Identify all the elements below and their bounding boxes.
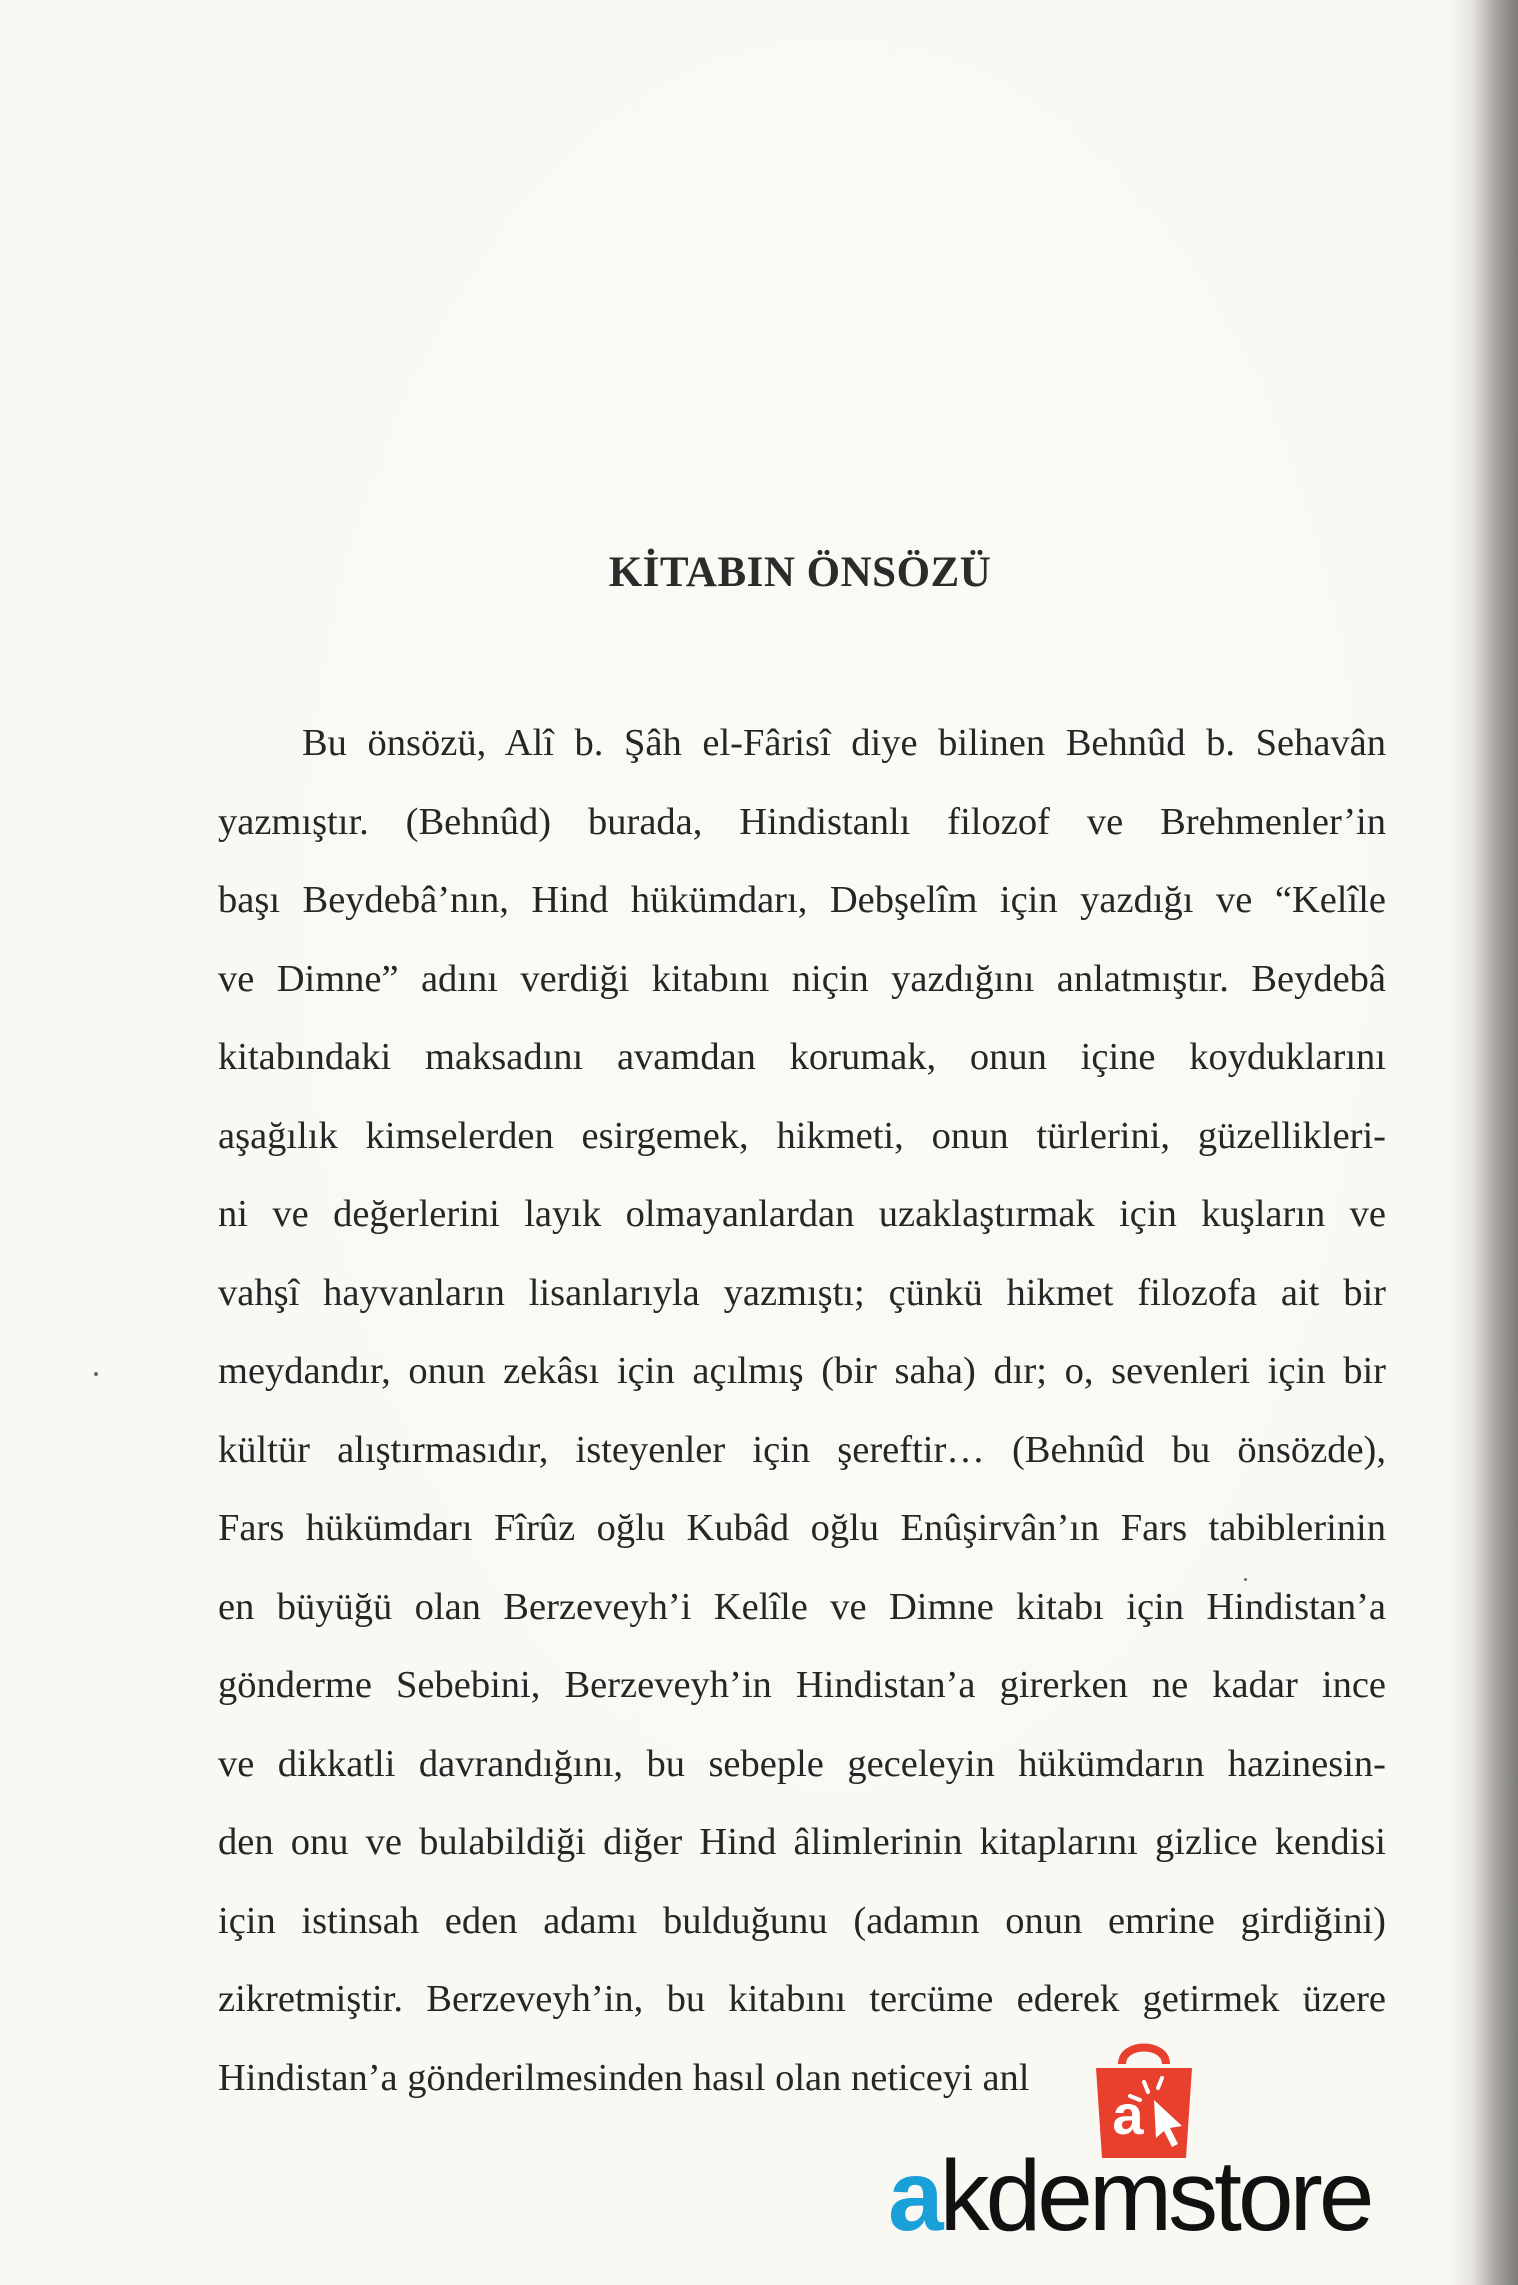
brand-rest: kdemstore xyxy=(939,2140,1371,2252)
text-line: başı Beydebâ’nın, Hind hükümdarı, Debşelîm için yazdığı ve “Kelîle xyxy=(218,879,1386,921)
akdemstore-watermark xyxy=(888,2034,1408,2252)
bag-letter: a xyxy=(1112,2083,1144,2146)
text-line: gönderme Sebebini, Berzeveyh’in Hindistan’a girerken ne kadar ince xyxy=(218,1664,1386,1706)
book-spine-shadow xyxy=(1448,0,1518,2285)
text-line: aşağılık kimselerden esirgemek, hikmeti, onun türlerini, güzellikleri- xyxy=(218,1114,1386,1157)
last-line-start: Hindistan’a gönderilmesinden hasıl olan neticeyi anl xyxy=(218,2056,1030,2099)
text-line: ni ve değerlerini layık olmayanlardan uzaklaştırmak için kuşların ve xyxy=(218,1193,1386,1235)
brand-prefix: a xyxy=(888,2140,940,2252)
text-line: meydandır, onun zekâsı için açılmış (bir saha) dır; o, sevenleri için bir xyxy=(218,1350,1386,1392)
text-line: zikretmiştir. Berzeveyh’in, bu kitabını tercüme ederek getirmek üzere xyxy=(218,1978,1386,2020)
text-line: ve dikkatli davrandığını, bu sebeple geceleyin hükümdarın hazinesin- xyxy=(218,1742,1386,1785)
text-line: vahşî hayvanların lisanlarıyla yazmıştı; çünkü hikmet filozofa ait bir xyxy=(218,1271,1386,1314)
paper-speck xyxy=(94,1372,98,1376)
preface-paragraph xyxy=(218,704,1386,2117)
text-line: kitabındaki maksadını avamdan korumak, onun içine koyduklarını xyxy=(218,1036,1386,1078)
paper-speck xyxy=(1244,1578,1247,1581)
text-line: den onu ve bulabildiği diğer Hind âlimlerinin kitaplarını gizlice kendisi xyxy=(218,1821,1386,1863)
text-line: Bu önsözü, Alî b. Şâh el-Fârisî diye bilinen Behnûd b. Sehavân xyxy=(302,722,1386,764)
text-line: için istinsah eden adamı bulduğunu (adamın onun emrine girdiğini) xyxy=(218,1899,1386,1942)
brand-wordmark xyxy=(888,2140,1371,2252)
text-line: kültür alıştırmasıdır, isteyenler için şereftir… (Behnûd bu önsözde), xyxy=(218,1428,1386,1471)
text-line: ve Dimne” adını verdiği kitabını niçin yazdığını anlatmıştır. Beydebâ xyxy=(218,957,1386,1000)
text-line: Fars hükümdarı Fîrûz oğlu Kubâd oğlu Enûşirvân’ın Fars tabiblerinin xyxy=(218,1507,1386,1549)
chapter-title: KİTABIN ÖNSÖZÜ xyxy=(608,549,992,596)
text-line: yazmıştır. (Behnûd) burada, Hindistanlı filozof ve Brehmenler’in xyxy=(218,800,1386,843)
text-line: en büyüğü olan Berzeveyh’i Kelîle ve Dimne kitabı için Hindistan’a xyxy=(218,1585,1386,1628)
